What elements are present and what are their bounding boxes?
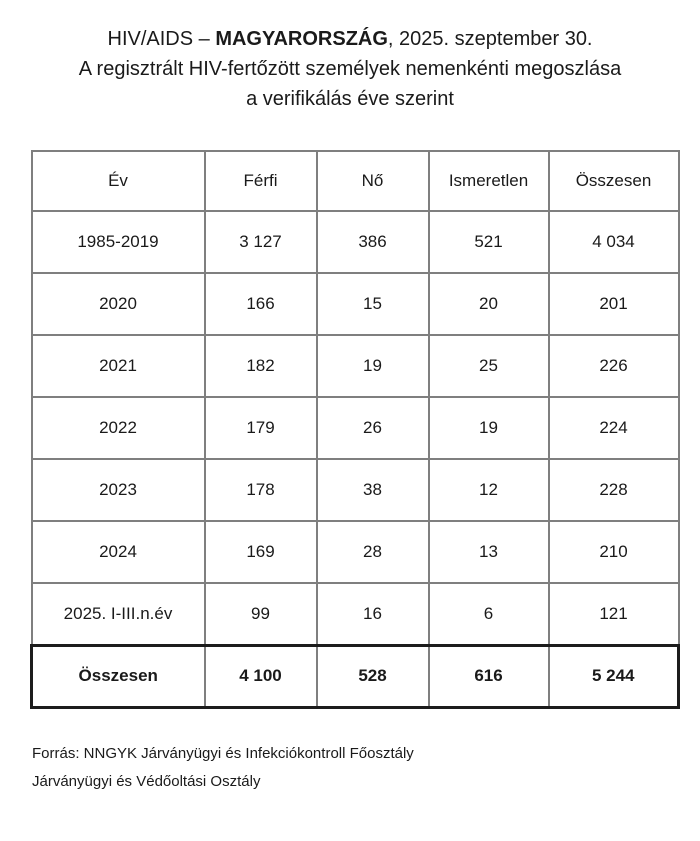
table-row <box>32 335 679 397</box>
cell-male: 3 127 <box>205 211 317 273</box>
cell-total: 226 <box>549 335 679 397</box>
cell-total: 4 034 <box>549 211 679 273</box>
cell-male: 166 <box>205 273 317 335</box>
title-line-1 <box>0 24 700 54</box>
cell-total: 224 <box>549 397 679 459</box>
table-row <box>32 459 679 521</box>
title-country: MAGYARORSZÁG <box>215 28 388 50</box>
cell-unknown: 25 <box>429 335 549 397</box>
table-row <box>32 211 679 273</box>
title-date: , 2025. szeptember 30. <box>387 28 593 50</box>
cell-unknown: 13 <box>429 521 549 583</box>
title-line-3: a verifikálás éve szerint <box>246 88 454 110</box>
header-cell-female: Nő <box>317 151 429 211</box>
cell-female: 386 <box>317 211 429 273</box>
cell-female: 19 <box>317 335 429 397</box>
cell-unknown: 521 <box>429 211 549 273</box>
cell-unknown: 20 <box>429 273 549 335</box>
total-row <box>32 645 679 707</box>
header-cell-total: Összesen <box>549 151 679 211</box>
cell-male: 99 <box>205 583 317 645</box>
cell-male: 178 <box>205 459 317 521</box>
hiv-statistics-table <box>30 150 680 709</box>
cell-total: 210 <box>549 521 679 583</box>
cell-male: 179 <box>205 397 317 459</box>
cell-female: 16 <box>317 583 429 645</box>
cell-year: 2022 <box>32 397 205 459</box>
table-header-row <box>32 151 679 211</box>
cell-female: 26 <box>317 397 429 459</box>
cell-female: 28 <box>317 521 429 583</box>
source-line-2: Járványügyi és Védőoltási Osztály <box>32 772 261 790</box>
table-row <box>32 583 679 645</box>
header-cell-year: Év <box>32 151 205 211</box>
header-cell-unknown: Ismeretlen <box>429 151 549 211</box>
title-prefix: HIV/AIDS – <box>107 28 216 50</box>
document-title-block <box>0 24 700 114</box>
cell-unknown: 12 <box>429 459 549 521</box>
cell-year: 2021 <box>32 335 205 397</box>
cell-female: 38 <box>317 459 429 521</box>
title-line-2: A regisztrált HIV-fertőzött személyek nemenkénti megoszlása <box>78 58 622 80</box>
cell-male: 182 <box>205 335 317 397</box>
cell-total: 121 <box>549 583 679 645</box>
total-unknown: 616 <box>429 645 549 707</box>
cell-year: 1985-2019 <box>32 211 205 273</box>
cell-male: 169 <box>205 521 317 583</box>
total-overall: 5 244 <box>549 645 679 707</box>
cell-total: 201 <box>549 273 679 335</box>
cell-unknown: 19 <box>429 397 549 459</box>
table-row <box>32 521 679 583</box>
cell-unknown: 6 <box>429 583 549 645</box>
source-note <box>32 740 700 796</box>
total-male: 4 100 <box>205 645 317 707</box>
total-label: Összesen <box>32 645 205 707</box>
source-line-1: Forrás: NNGYK Járványügyi és Infekciókontroll Főosztály <box>32 744 414 762</box>
total-female: 528 <box>317 645 429 707</box>
cell-year: 2020 <box>32 273 205 335</box>
cell-total: 228 <box>549 459 679 521</box>
table-row <box>32 273 679 335</box>
cell-year: 2024 <box>32 521 205 583</box>
cell-female: 15 <box>317 273 429 335</box>
cell-year: 2023 <box>32 459 205 521</box>
header-cell-male: Férfi <box>205 151 317 211</box>
cell-year: 2025. I-III.n.év <box>32 583 205 645</box>
table-row <box>32 397 679 459</box>
